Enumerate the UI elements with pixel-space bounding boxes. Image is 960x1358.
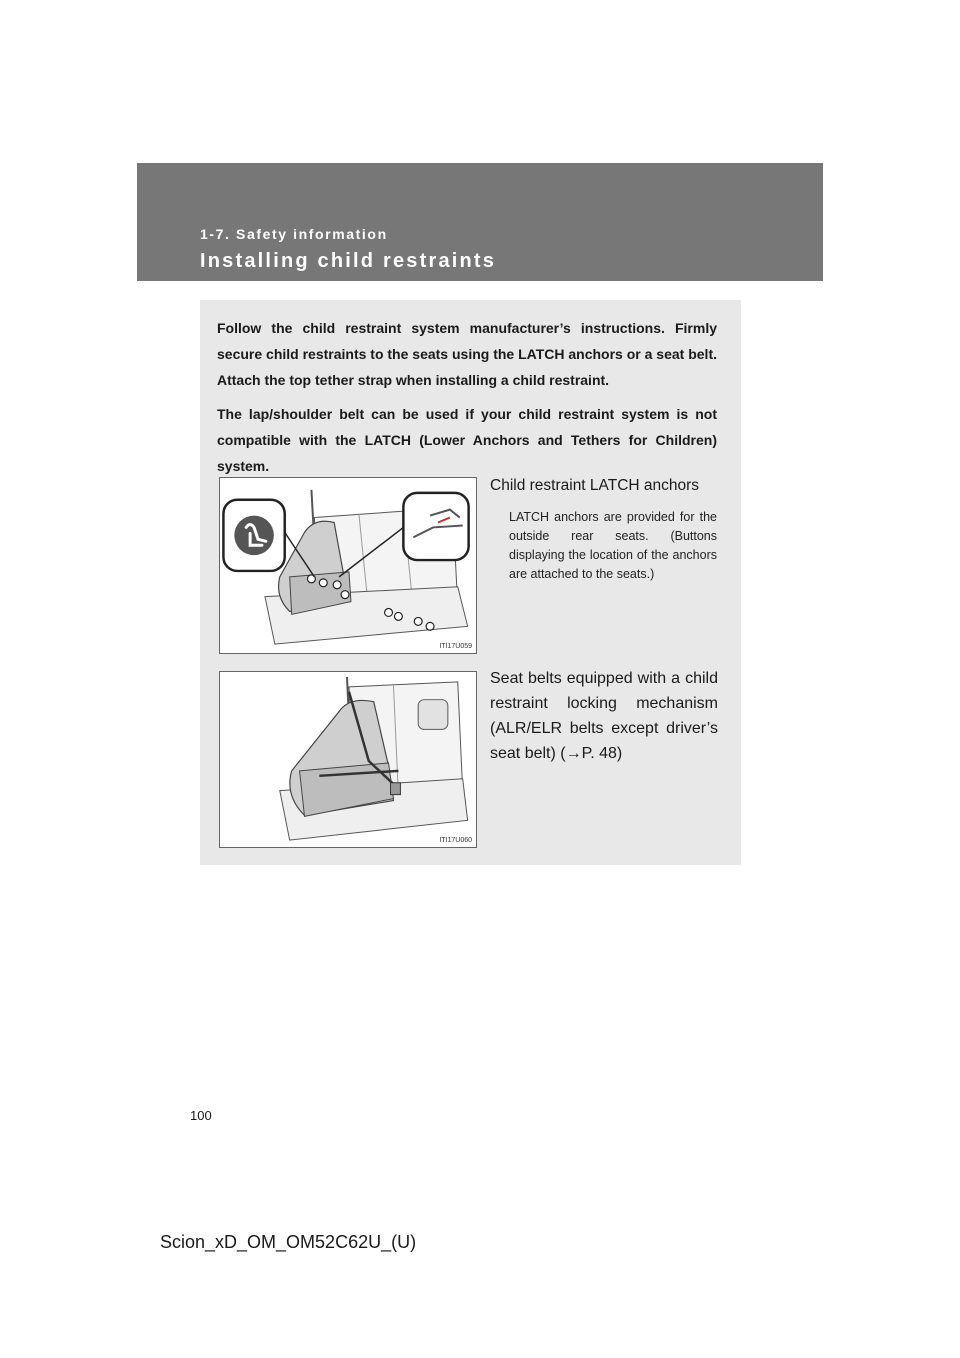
intro-text <box>217 315 717 487</box>
item-description-latch: LATCH anchors are provided for the outside rear seats. (Buttons displaying the location of the anchors are attached to the seats.) <box>509 510 717 581</box>
item-heading-latch: Child restraint LATCH anchors <box>490 477 700 494</box>
intro-paragraph-2: The lap/shoulder belt can be used if your child restraint system is not compatible with the LATCH (Lower Anchors and Tethers for Children) system. <box>217 406 717 474</box>
seat-belt-figure <box>219 671 477 848</box>
figure-code: ITI17U059 <box>439 643 472 650</box>
page-number: 100 <box>190 1108 212 1123</box>
child-seat-latch-illustration <box>220 478 476 653</box>
child-seat-belt-illustration <box>220 672 476 847</box>
latch-anchor-figure <box>219 477 477 654</box>
figure-code: ITI17U060 <box>439 837 472 844</box>
intro-paragraph-1: Follow the child restraint system manufacturer’s instructions. Firmly secure child restraints to the seats using the LATCH anchors or a seat belt. Attach the top tether strap when installing a child restraint. <box>217 320 717 388</box>
section-label: 1-7. Safety information <box>200 226 388 242</box>
item-heading-seat-belt: Seat belts equipped with a child restraint locking mechanism (ALR/ELR belts except driver’s seat belt) (→P. 48) <box>490 670 718 762</box>
page-title: Installing child restraints <box>200 250 497 272</box>
document-id: Scion_xD_OM_OM52C62U_(U) <box>160 1232 417 1252</box>
